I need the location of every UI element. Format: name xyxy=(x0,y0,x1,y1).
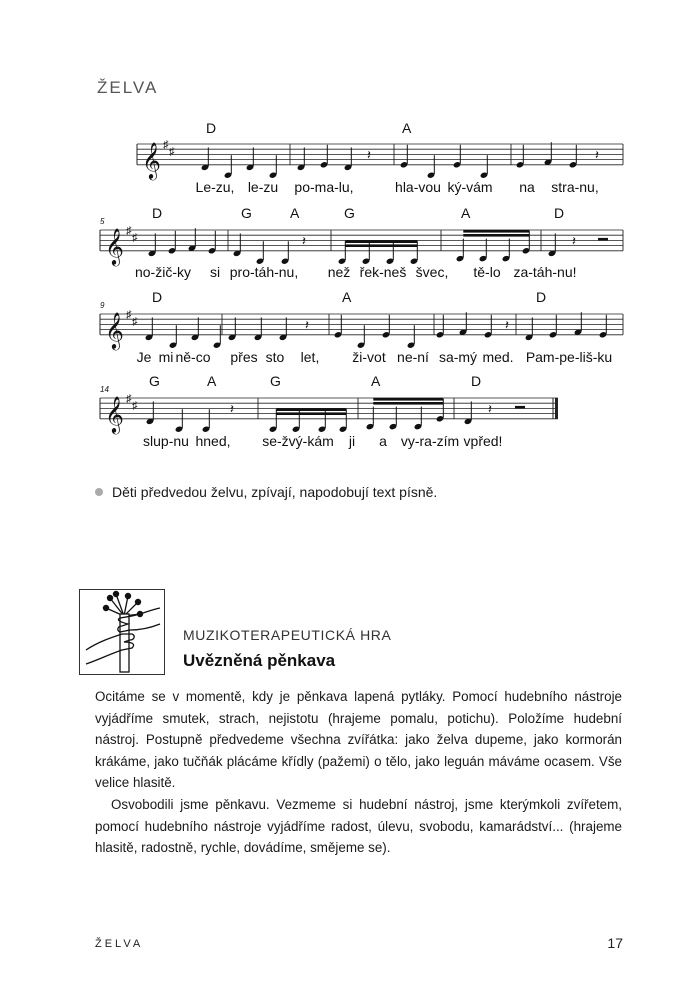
beam xyxy=(463,230,529,233)
chord-symbol: G xyxy=(344,205,355,221)
chord-symbol: G xyxy=(241,205,252,221)
lyric-syllable: pro-táh-nu, xyxy=(229,264,299,280)
measure-number: 14 xyxy=(100,385,109,394)
lyric-syllable: le-zu xyxy=(247,179,279,195)
lyric-syllable: řek-neš xyxy=(359,264,407,280)
quarter-rest-icon: 𝄽 xyxy=(367,147,371,163)
lyric-syllable: ně-co xyxy=(175,349,211,365)
quarter-rest-icon: 𝄽 xyxy=(572,233,576,249)
beam xyxy=(373,398,443,401)
quarter-rest-icon: 𝄽 xyxy=(505,317,509,333)
lyric-syllable: švec, xyxy=(415,264,449,280)
lyric-syllable: Pam-pe-liš-ku xyxy=(525,349,613,365)
chord-symbol: A xyxy=(461,205,471,221)
paragraph-2: Osvobodili jsme pěnkavu. Vezmeme si hudební nástroj, jsme kterýmkoli zvířetem, pomocí hudebního nástroje vyjádříme radost, úlevu, svobodu, kamarádství... (hrajeme hlasitě, radostně, rychle, dovádíme, smějeme se). xyxy=(95,796,622,856)
lyric-syllable: med. xyxy=(482,349,514,365)
lyric-syllable: no-žič-ky xyxy=(134,264,192,280)
chord-symbol: D xyxy=(554,205,565,221)
footer-running-title: ŽELVA xyxy=(95,938,144,950)
lyric-syllable: si xyxy=(209,264,221,280)
sharp-icon: ♯ xyxy=(126,309,132,321)
chord-symbol: D xyxy=(152,205,163,221)
final-barline xyxy=(555,398,558,419)
sharp-icon: ♯ xyxy=(126,393,132,405)
chord-symbol: D xyxy=(206,120,217,136)
instruction-text: Děti předvedou želvu, zpívají, napodobují text písně. xyxy=(112,484,438,500)
sharp-icon: ♯ xyxy=(132,400,138,412)
beam xyxy=(345,240,417,243)
chord-symbol: D xyxy=(152,289,163,305)
music-notation xyxy=(0,0,690,470)
bullet-dot-icon xyxy=(95,488,103,496)
half-rest-icon xyxy=(515,406,525,409)
beam xyxy=(373,402,443,405)
lyric-syllable: a xyxy=(379,433,387,449)
body-text xyxy=(95,686,622,859)
measure-number: 5 xyxy=(100,217,105,226)
lyric-syllable: vpřed! xyxy=(463,433,503,449)
lyric-syllable: let, xyxy=(300,349,320,365)
chord-symbol: A xyxy=(371,373,381,389)
quarter-rest-icon: 𝄽 xyxy=(595,147,599,163)
sharp-icon: ♯ xyxy=(132,316,138,328)
sharp-icon: ♯ xyxy=(163,139,169,151)
treble-clef-icon: 𝄞 xyxy=(105,311,124,348)
section-title: Uvězněná pěnkava xyxy=(183,651,336,670)
lyric-syllable: se-žvý-kám xyxy=(262,433,334,449)
lyric-syllable: hla-vou xyxy=(395,179,441,195)
lyric-syllable: stra-nu, xyxy=(551,179,599,195)
lyric-syllable: přes xyxy=(230,349,258,365)
lyric-syllable: tě-lo xyxy=(473,264,501,280)
lyric-syllable: za-táh-nu! xyxy=(513,264,577,280)
measure-number: 9 xyxy=(100,301,105,310)
beam xyxy=(345,244,417,247)
paragraph-1: Ocitáme se v momentě, kdy je pěnkava lapená pytláky. Pomocí hudebního nástroje vyjádříme smutek, strach, nejistotu (hrajeme pomalu, potichu). Položíme hudební nástroj. Postupně předvedeme všechna zvířátka: jako želva dupeme, jako kormorán krákáme, jako tučňák plácáme křídly (pažemi) o tělo, jako leguán máváme ocasem. Vše velice hlasitě. xyxy=(95,689,622,791)
sharp-icon: ♯ xyxy=(169,146,175,158)
chord-symbol: A xyxy=(290,205,300,221)
lyric-syllable: po-ma-lu, xyxy=(294,179,354,195)
lyric-syllable: sto xyxy=(265,349,285,365)
lyric-syllable: vy-ra-zím xyxy=(400,433,460,449)
lyric-syllable: ži-vot xyxy=(352,349,386,365)
chord-symbol: G xyxy=(270,373,281,389)
chord-symbol: A xyxy=(207,373,217,389)
page-number: 17 xyxy=(607,935,623,951)
lyric-syllable: než xyxy=(327,264,351,280)
lyric-syllable: na xyxy=(519,179,535,195)
chord-symbol: G xyxy=(149,373,160,389)
lyric-syllable: Le-zu, xyxy=(195,179,235,195)
quarter-rest-icon: 𝄽 xyxy=(305,317,309,333)
lyric-syllable: sa-mý xyxy=(438,349,478,365)
instruction-bullet xyxy=(95,484,437,500)
lyric-syllable: ne-ní xyxy=(397,349,429,365)
song-title: ŽELVA xyxy=(97,78,159,97)
beam xyxy=(276,412,346,415)
quarter-rest-icon: 𝄽 xyxy=(230,401,234,417)
chord-symbol: D xyxy=(471,373,482,389)
chord-symbol: D xyxy=(536,289,547,305)
treble-clef-icon: 𝄞 xyxy=(105,395,124,432)
sharp-icon: ♯ xyxy=(132,232,138,244)
beam xyxy=(276,408,346,411)
chord-symbol: A xyxy=(342,289,352,305)
half-rest-icon xyxy=(598,238,608,241)
lyric-syllable: mi xyxy=(158,349,174,365)
lyric-syllable: Je xyxy=(136,349,152,365)
lyric-syllable: slup-nu xyxy=(143,433,189,449)
lyric-syllable: ji xyxy=(348,433,356,449)
section-label: MUZIKOTERAPEUTICKÁ HRA xyxy=(183,627,392,643)
lyric-syllable: ký-vám xyxy=(447,179,493,195)
quarter-rest-icon: 𝄽 xyxy=(488,401,492,417)
quarter-rest-icon: 𝄽 xyxy=(302,233,306,249)
treble-clef-icon: 𝄞 xyxy=(105,227,124,264)
beam xyxy=(463,234,529,237)
music-therapy-icon xyxy=(79,589,165,675)
sharp-icon: ♯ xyxy=(126,225,132,237)
chord-symbol: A xyxy=(402,120,412,136)
treble-clef-icon: 𝄞 xyxy=(142,141,161,178)
lyric-syllable: hned, xyxy=(195,433,231,449)
